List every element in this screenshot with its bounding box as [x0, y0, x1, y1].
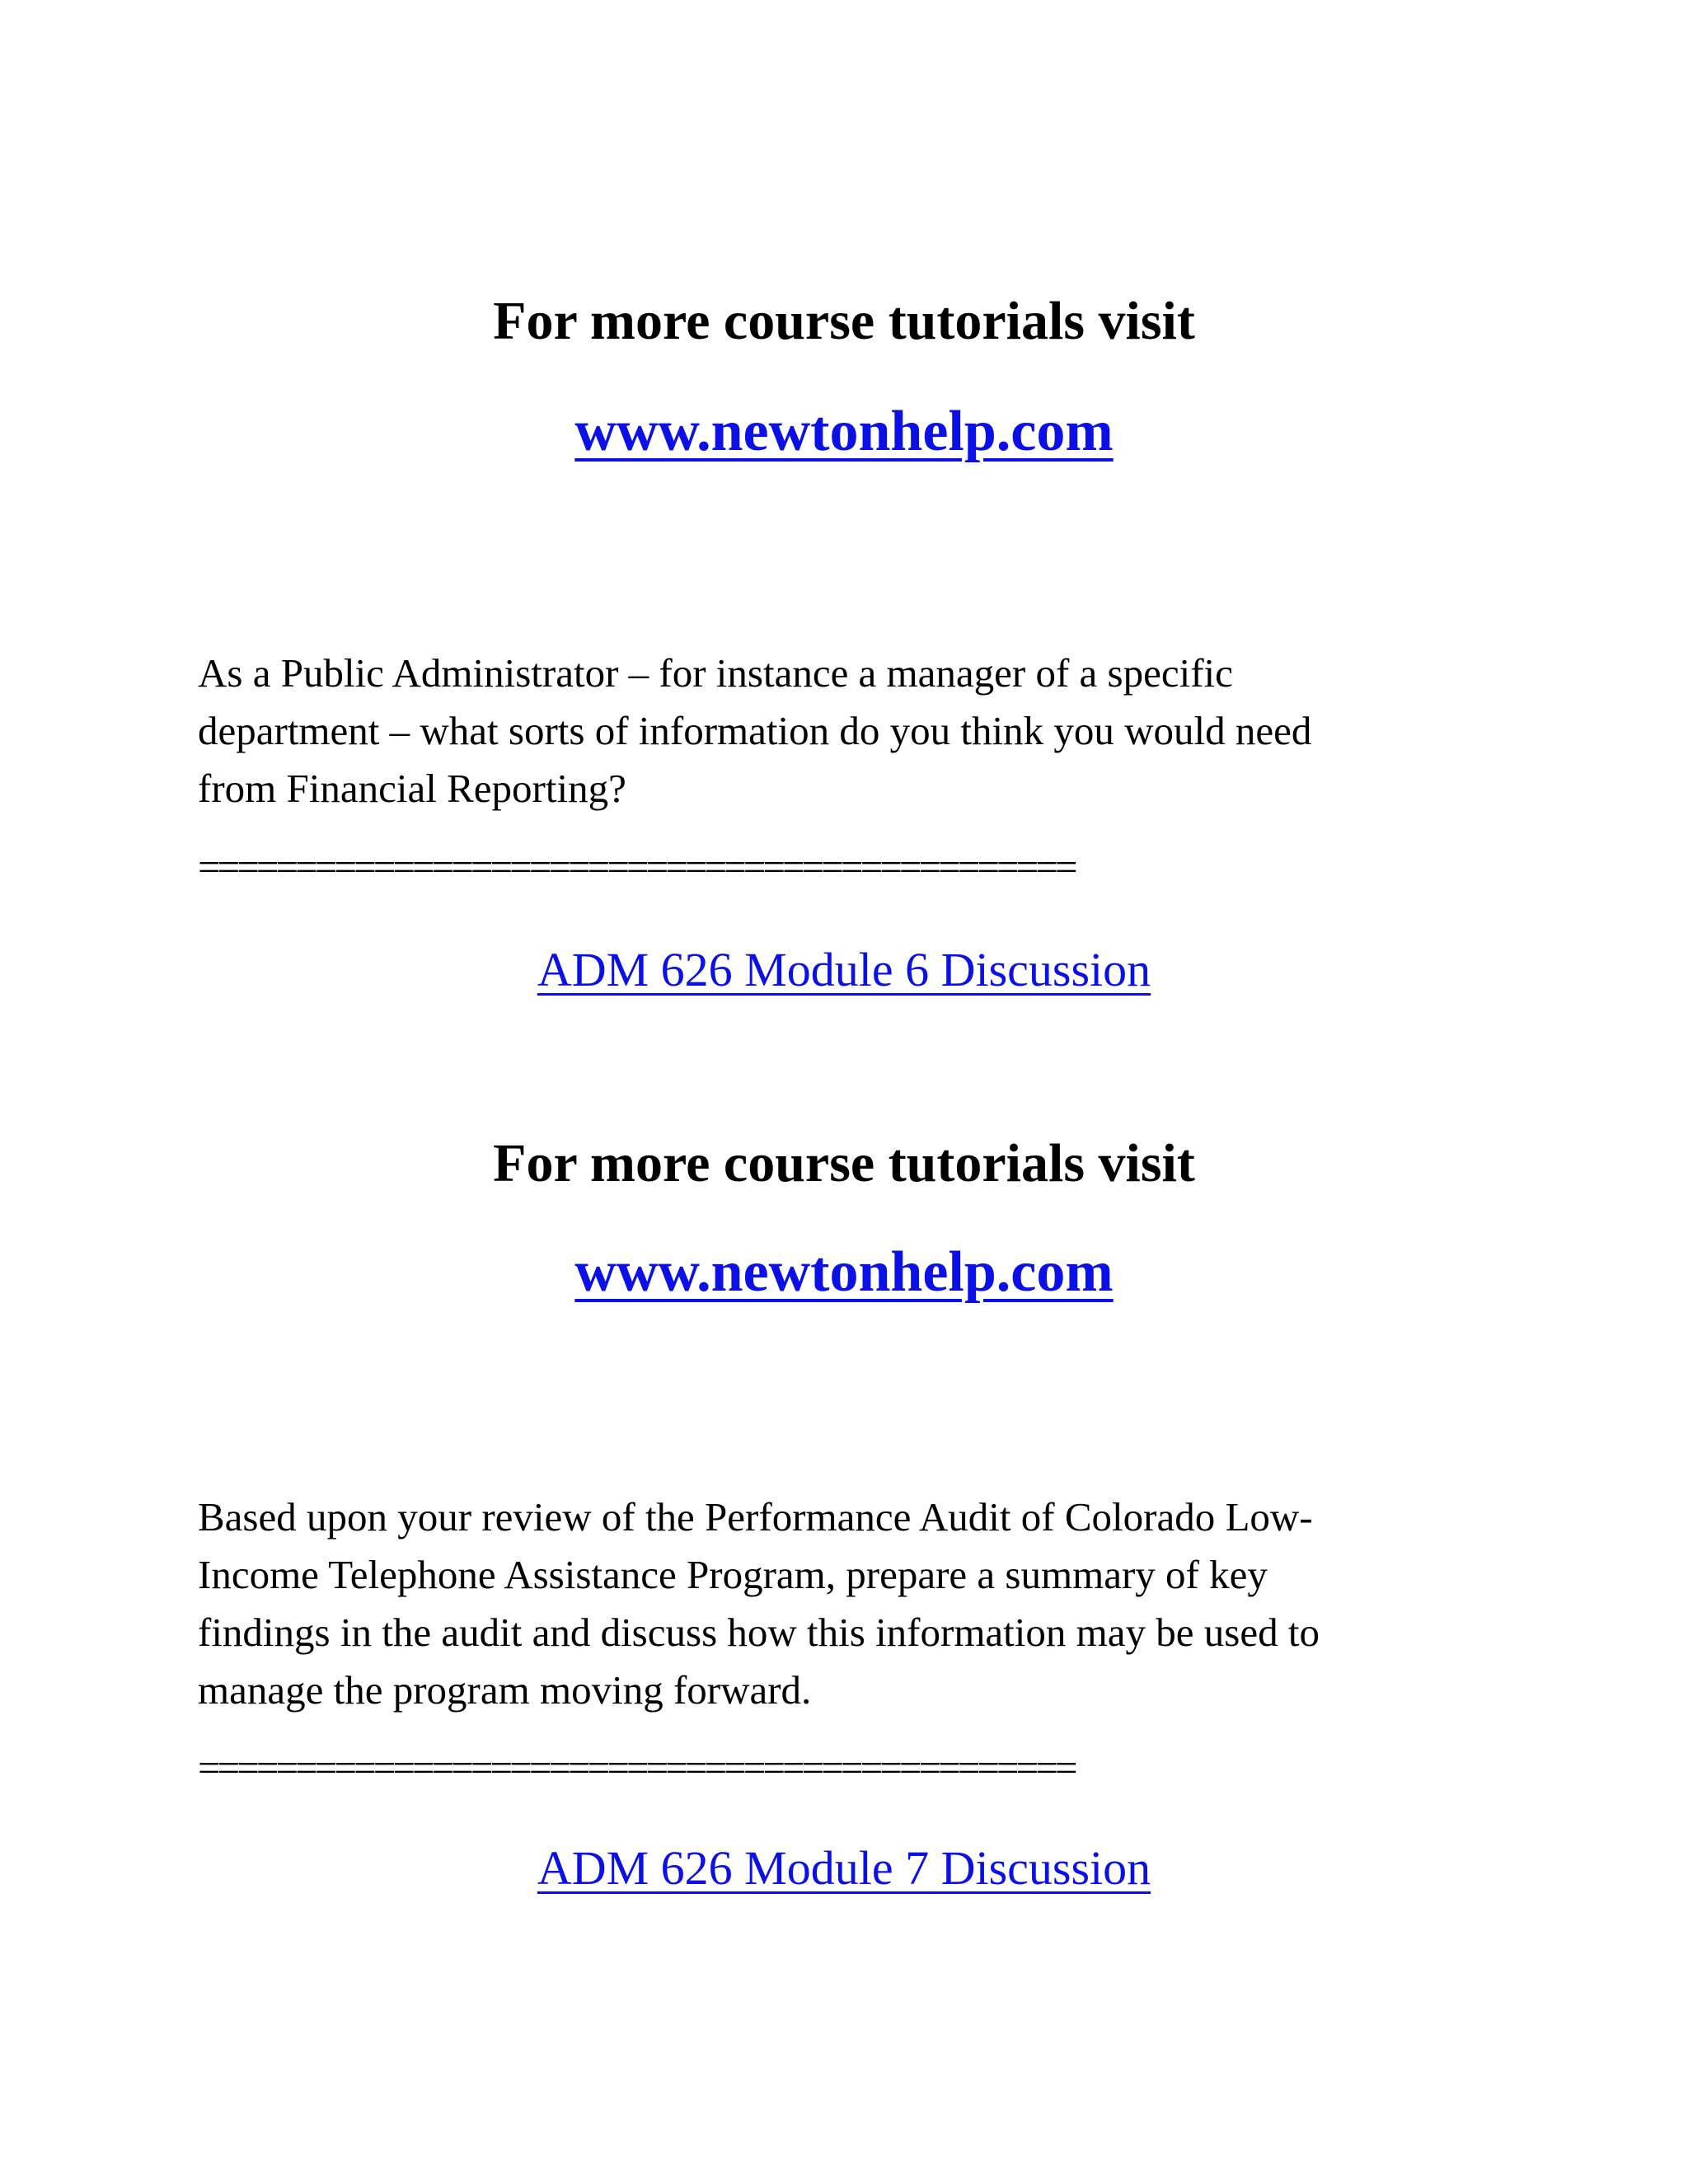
- promo-heading-1: For more course tutorials visit: [493, 291, 1195, 351]
- paragraph-line: findings in the audit and discuss how this information may be used to: [198, 1610, 1320, 1655]
- question-paragraph-1: [198, 644, 1451, 818]
- question-paragraph-2: [198, 1488, 1451, 1719]
- site-link-container-1: [0, 397, 1688, 466]
- paragraph-line: from Financial Reporting?: [198, 766, 626, 811]
- paragraph-line: As a Public Administrator – for instance a manager of a specific: [198, 650, 1233, 696]
- paragraph-line: department – what sorts of information do you think you would need: [198, 708, 1312, 753]
- module-link-container-1: [0, 941, 1688, 999]
- paragraph-line: Income Telephone Assistance Program, prepare a summary of key: [198, 1552, 1268, 1597]
- module-link-container-2: [0, 1840, 1688, 1897]
- site-link-container-2: [0, 1238, 1688, 1307]
- paragraph-line: Based upon your review of the Performance Audit of Colorado Low-: [198, 1494, 1313, 1540]
- module-link-6[interactable]: ADM 626 Module 6 Discussion: [537, 943, 1151, 996]
- separator-rule-2: =============================================: [198, 1745, 1075, 1790]
- separator-rule-1: =============================================: [198, 844, 1075, 889]
- paragraph-line: manage the program moving forward.: [198, 1667, 812, 1713]
- site-link-1[interactable]: www.newtonhelp.com: [574, 400, 1114, 463]
- module-link-7[interactable]: ADM 626 Module 7 Discussion: [537, 1841, 1151, 1895]
- promo-heading-2: For more course tutorials visit: [493, 1133, 1195, 1193]
- site-link-2[interactable]: www.newtonhelp.com: [574, 1240, 1114, 1304]
